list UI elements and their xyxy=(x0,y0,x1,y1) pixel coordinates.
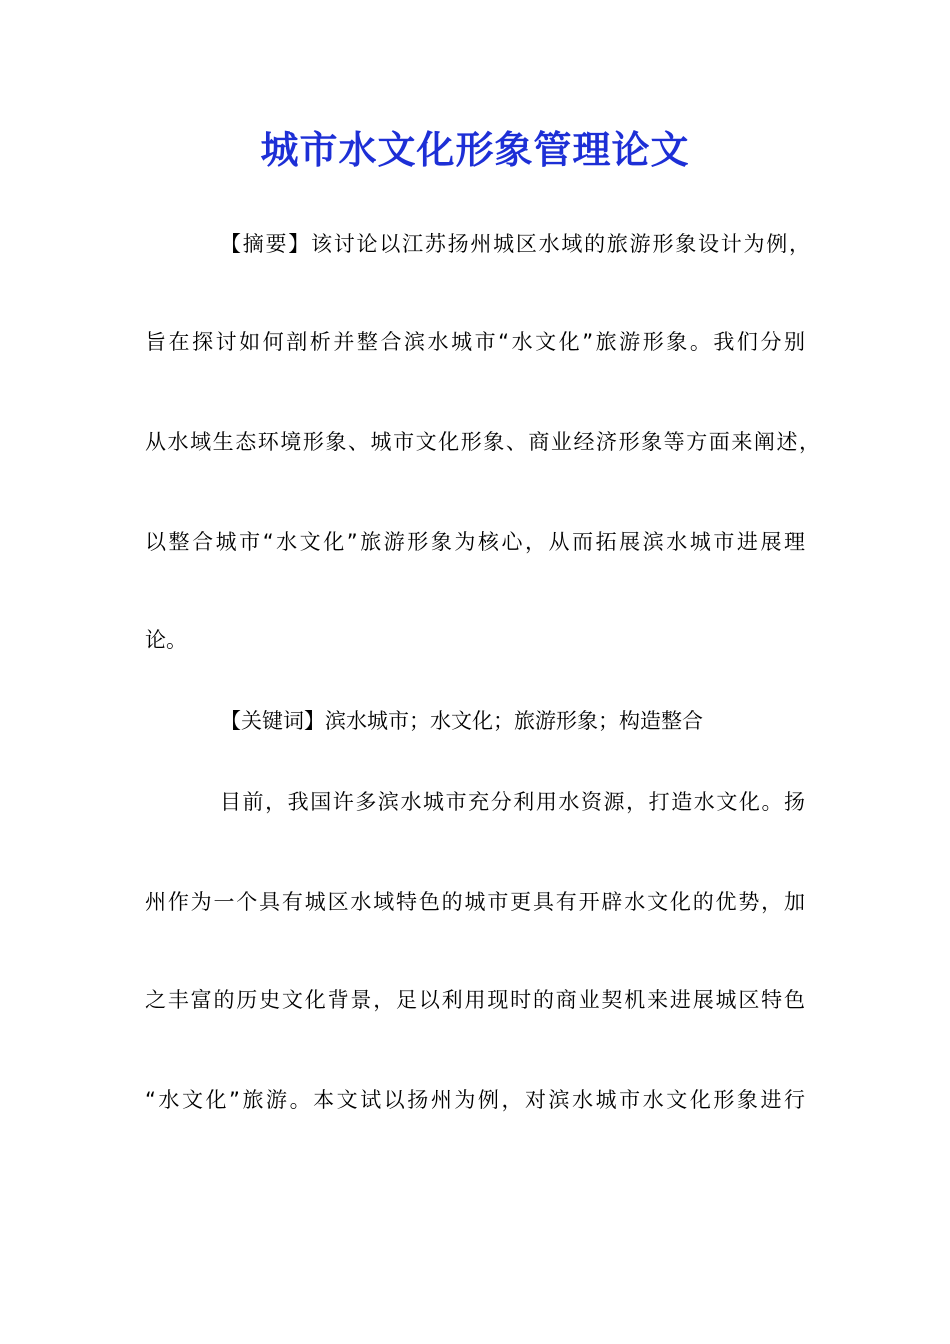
abstract-line-2: 旨在探讨如何剖析并整合滨水城市“水文化”旅游形象。我们分别 xyxy=(145,330,805,354)
keywords-line: 【关键词】滨水城市；水文化；旅游形象；构造整合 xyxy=(220,709,703,733)
abstract-line-4: 以整合城市“水文化”旅游形象为核心，从而拓展滨水城市进展理 xyxy=(145,530,805,554)
body-line-4: “水文化”旅游。本文试以扬州为例，对滨水城市水文化形象进行 xyxy=(145,1088,805,1112)
abstract-line-3: 从水域生态环境形象、城市文化形象、商业经济形象等方面来阐述， xyxy=(145,430,820,454)
body-line-3: 之丰富的历史文化背景，足以利用现时的商业契机来进展城区特色 xyxy=(145,988,805,1012)
body-line-1: 目前，我国许多滨水城市充分利用水资源，打造水文化。扬 xyxy=(220,790,805,814)
abstract-line-5: 论。 xyxy=(145,628,187,652)
abstract-line-1: 【摘要】该讨论以江苏扬州城区水域的旅游形象设计为例， xyxy=(220,232,810,256)
document-title: 城市水文化形象管理论文 xyxy=(260,127,690,172)
body-line-2: 州作为一个具有城区水域特色的城市更具有开辟水文化的优势，加 xyxy=(145,890,805,914)
